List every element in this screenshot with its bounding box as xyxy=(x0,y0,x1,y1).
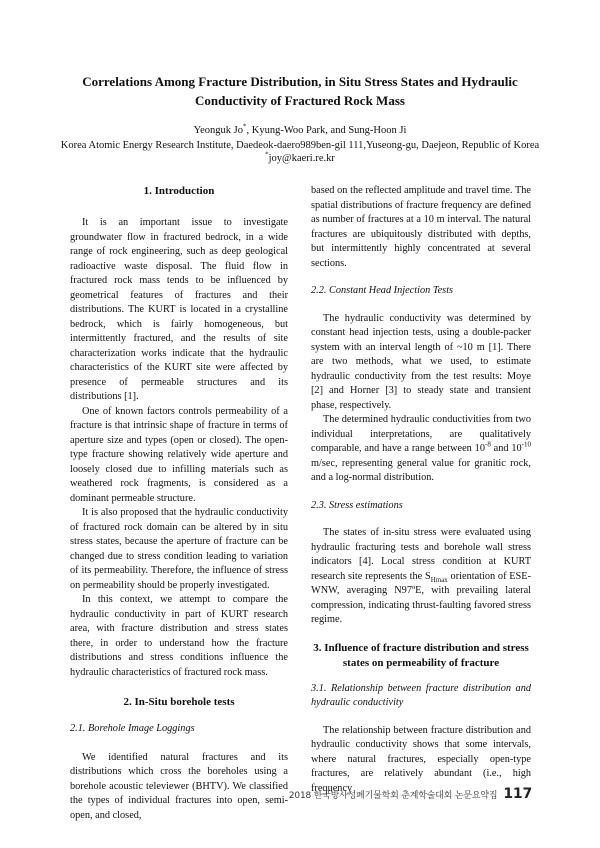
paragraph xyxy=(311,413,531,486)
page-number: 117 xyxy=(503,786,532,802)
text-run: orientation of ESE-WNW, averaging N97ºE, with prevailing lateral compression, indicating thrust-faulting favored stress regime. xyxy=(311,570,531,625)
email-address[interactable]: joy@kaeri.re.kr xyxy=(268,153,335,164)
paper-title xyxy=(40,72,560,110)
email-mark: * xyxy=(265,150,269,159)
paragraph xyxy=(311,526,531,628)
text-run: The determined hydraulic conductivities from two individual interpretations, are qualitatively comparable, and have a range between 10 xyxy=(311,414,531,454)
paragraph: One of known factors controls permeability of a fracture is that intrinsic shape of fracture in terms of aperture size and types (open or closed). The open-type fracture showing relatively wide aperture and loosely closed due to infilling materials such as weathered rock fragments, is considered as a dominant permeable structure. xyxy=(70,405,288,504)
other-authors: , Kyung-Woo Park, and Sung-Hoon Ji xyxy=(246,125,407,136)
text-run: m/sec, representing general value for granitic rock, and a log-normal distribution. xyxy=(311,457,531,483)
affiliation: Korea Atomic Energy Research Institute, Daedeok-daero989ben-gil 111,Yuseong-gu, Daejeon, Republic of Korea xyxy=(60,140,540,151)
title-line-1: Correlations Among Fracture Distribution, in Situ Stress States and Hydraulic xyxy=(82,74,518,89)
section-heading-introduction: 1. Introduction xyxy=(143,185,215,197)
paragraph: It is an important issue to investigate groundwater flow in fractured bedrock, in a wide range of rock engineering, such as deep geological radioactive waste disposal. The fluid flow in fractured rock mass tends to be influenced by geometrical features of fractures and their distributions. The KURT is located in a crystalline bedrock, which is fairly homogeneous, but intermittently fractured, and the results of site characterization works indicate that the hydraulic characteristics of the KURT site were affected by presence of permeable structures and its distributions [1]. xyxy=(70,217,288,402)
subsection-heading: 2.2. Constant Head Injection Tests xyxy=(311,285,454,296)
author-1: Yeonguk Jo xyxy=(193,125,244,136)
paragraph: It is also proposed that the hydraulic conductivity of fractured rock domain can be altered by in situ stress states, because the aperture of fracture can be changed due to stress condition leading to variation of its permeability. Therefore, the influence of stress on permeability should be properly investigated. xyxy=(70,507,288,591)
left-column xyxy=(70,184,288,823)
paragraph: In this context, we attempt to compare the hydraulic conductivity in part of KURT research area, with fracture distribution and stress states there, in order to understand how the fracture distributions and stress conditions influence the hydraulic characteristics of fractured rock mass. xyxy=(70,594,288,678)
text-run: The states of in-situ stress were evaluated using hydraulic fracturing tests and borehole wall stress indicators [4]. Local stress condition at KURT research site represents the S xyxy=(311,527,531,582)
paragraph: The hydraulic conductivity was determined by constant head injection tests, using a double-packer system with an interval length of ~10 m [1]. There are two methods, what we used, to estimate hydraulic conductivity from the test results: Moye [2] and Horner [3] to steady state and transient phase, respectively. xyxy=(311,312,531,411)
paragraph: The relationship between fracture distribution and hydraulic conductivity shows that some intervals, where natural fractures, especially open-type fractures, are relatively abundant (i.e., high frequency xyxy=(311,724,531,794)
proceedings-title: 2018 한국방사성폐기물학회 춘계학술대회 논문요약집 xyxy=(288,791,498,801)
subsection-heading: 2.1. Borehole Image Loggings xyxy=(70,723,195,734)
corresponding-mark: * xyxy=(243,122,247,131)
exponent: -10 xyxy=(521,440,532,449)
section-heading-influence: 3. Influence of fracture distribution and stress states on permeability of fracture xyxy=(313,641,529,669)
email xyxy=(40,151,560,166)
text-run: and 10 xyxy=(490,443,522,454)
paragraph: based on the reflected amplitude and travel time. The spatial distributions of fracture frequency are defined as number of fractures at a 10 m interval. The natural fractures are ubiquitously distributed with depths, but intermittently highly concentrated at several sections. xyxy=(311,185,531,269)
exponent: -8 xyxy=(484,440,491,449)
subsection-heading: 3.1. Relationship between fracture distribution and hydraulic conductivity xyxy=(311,682,531,708)
right-column xyxy=(311,184,531,796)
page-footer xyxy=(289,786,532,802)
subscript: Hmax xyxy=(430,575,448,584)
paragraph: We identified natural fractures and its distributions which cross the boreholes using a borehole acoustic televiewer (BHTV). We classified the types of individual fractures into open, semi-open, and closed, xyxy=(70,751,288,821)
subsection-heading: 2.3. Stress estimations xyxy=(311,499,403,511)
author-list xyxy=(40,123,560,138)
section-heading-borehole-tests: 2. In-Situ borehole tests xyxy=(123,696,235,708)
title-line-2: Conductivity of Fractured Rock Mass xyxy=(195,93,405,108)
